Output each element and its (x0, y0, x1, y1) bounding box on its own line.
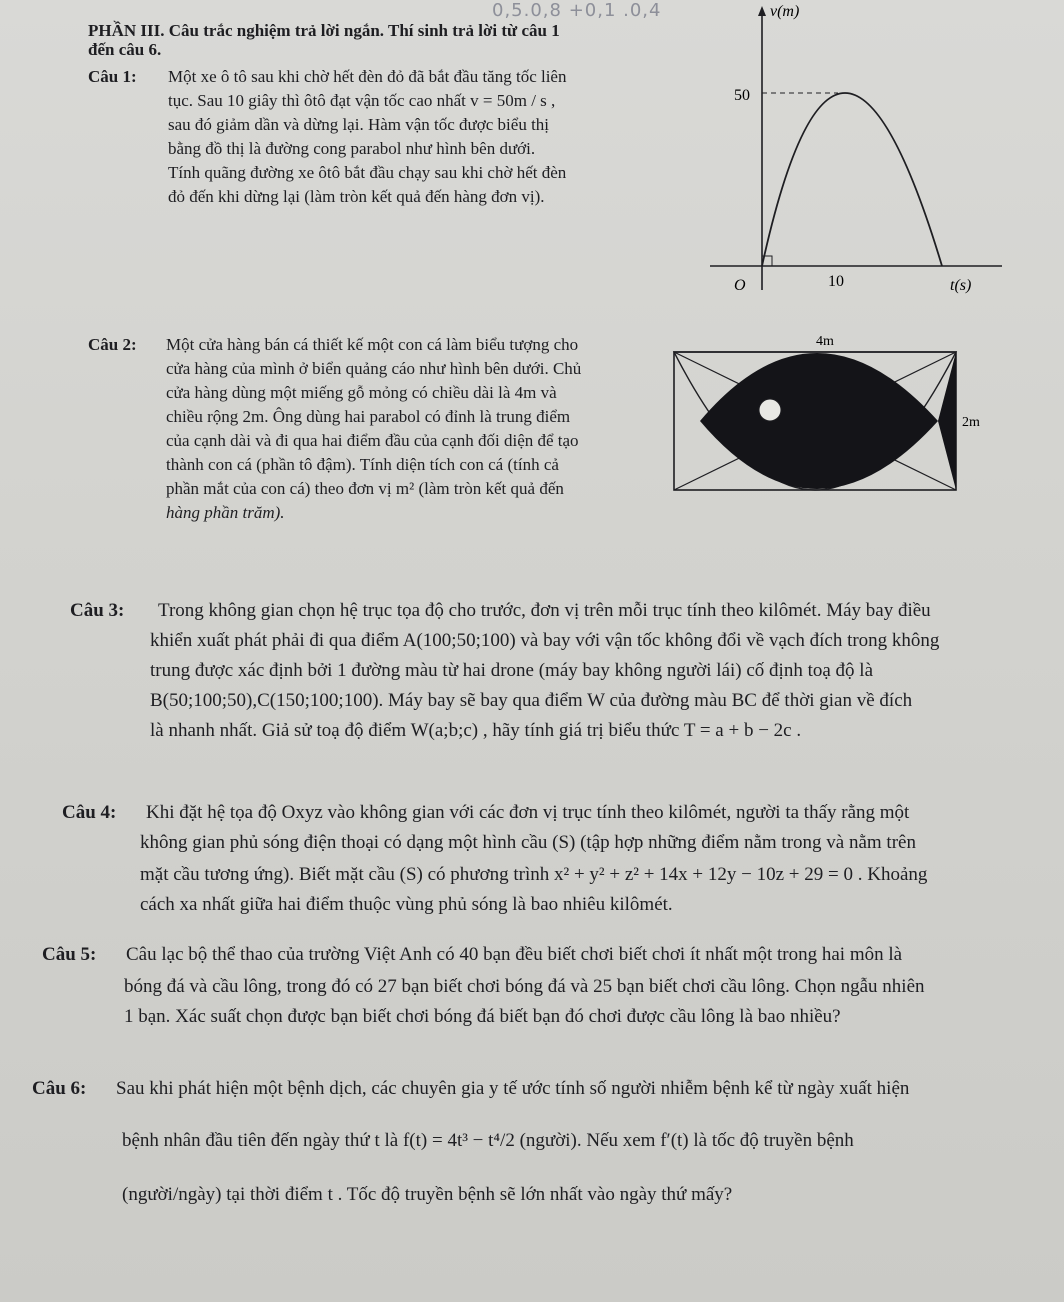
q6-line-3: (người/ngày) tại thời điểm t . Tốc độ truyền bệnh sẽ lớn nhất vào ngày thứ mấy? (122, 1184, 733, 1205)
v-axis-arrow (758, 6, 766, 16)
section-title: PHẦN III. Câu trắc nghiệm trả lời ngắn. Thí sinh trả lời từ câu 1 (88, 21, 560, 40)
q4-line-2: không gian phủ sóng điện thoại có dạng một hình cầu (S) (tập hợp những điểm nằm trong và nằm trên (140, 832, 916, 853)
q1-line-2: tục. Sau 10 giây thì ôtô đạt vận tốc cao nhất v = 50m / s , (168, 91, 556, 110)
section-title-line2: đến câu 6. (88, 40, 162, 59)
q6-label: Câu 6: (32, 1078, 87, 1099)
fish-height-label: 2m (962, 415, 980, 430)
q6-line-2: bệnh nhân đầu tiên đến ngày thứ t là f(t) = 4t³ − t⁴/2 (người). Nếu xem f′(t) là tốc độ truyền bệnh (122, 1130, 854, 1151)
v-axis-label: v(m) (770, 3, 800, 20)
q3-label: Câu 3: (70, 600, 125, 621)
x-tick-10: 10 (828, 273, 844, 290)
y-tick-50: 50 (734, 87, 750, 104)
fish-figure (670, 330, 1000, 500)
q3-line-1: Trong không gian chọn hệ trục tọa độ cho trước, đơn vị trên mỗi trục tính theo kilômét. Máy bay điều (158, 600, 931, 621)
q1-label: Câu 1: (88, 67, 137, 86)
q1-line-5: Tính quãng đường xe ôtô bắt đầu chạy sau khi chờ hết đèn (168, 163, 567, 182)
q2-line-6: thành con cá (phần tô đậm). Tính diện tích con cá (tính cả (166, 455, 559, 474)
q5-line-3: 1 bạn. Xác suất chọn được bạn biết chơi bóng đá biết bạn đó chơi được cầu lông là bao nhiều? (124, 1006, 841, 1027)
q3-line-3: trung được xác định bởi 1 đường màu từ hai drone (máy bay không người lái) cố định toạ độ là (150, 660, 874, 681)
q3-line-2: khiển xuất phát phải đi qua điểm A(100;50;100) và bay với vận tốc không đổi về vạch đích trong không (150, 630, 940, 651)
handwritten-scribble: 0,5.0,8 +0,1 .0,4 (492, 0, 662, 21)
q2-line-5: của cạnh dài và đi qua hai điểm đầu của cạnh đối diện để tạo (166, 431, 579, 450)
origin-label: O (734, 277, 746, 294)
q5-label: Câu 5: (42, 944, 97, 965)
q2-label: Câu 2: (88, 335, 137, 354)
q4-line-3: mặt cầu tương ứng). Biết mặt cầu (S) có phương trình x² + y² + z² + 14x + 12y − 10z + 29 = 0 . Khoảng (140, 864, 928, 885)
velocity-parabola (762, 93, 942, 266)
q1-line-3: sau đó giảm dần và dừng lại. Hàm vận tốc được biểu thị (168, 115, 550, 134)
q2-line-7: phần mắt của con cá) theo đơn vị m² (làm tròn kết quả đến (166, 479, 564, 498)
q2-line-3: cửa hàng dùng một miếng gỗ mỏng có chiều dài là 4m và (166, 383, 557, 402)
velocity-graph (710, 0, 1010, 300)
q1-line-6: đỏ đến khi dừng lại (làm tròn kết quả đến hàng đơn vị). (168, 187, 545, 206)
q2-line-1: Một cửa hàng bán cá thiết kế một con cá làm biểu tượng cho (166, 335, 579, 354)
q1-line-1: Một xe ô tô sau khi chờ hết đèn đỏ đã bắt đầu tăng tốc liên (168, 67, 567, 86)
q4-label: Câu 4: (62, 802, 117, 823)
fish-eye (759, 399, 781, 421)
q3-line-4: B(50;100;50),C(150;100;100). Máy bay sẽ bay qua điểm W của đường màu BC để thời gian về đích (150, 690, 913, 711)
q1-line-4: bằng đồ thị là đường cong parabol như hình bên dưới. (168, 139, 536, 158)
t-axis-label: t(s) (950, 277, 972, 294)
q5-line-1: Câu lạc bộ thể thao của trường Việt Anh có 40 bạn đều biết chơi biết chơi ít nhất một trong hai môn là (126, 944, 903, 965)
fish-width-label: 4m (816, 334, 834, 349)
q2-line-4: chiều rộng 2m. Ông dùng hai parabol có đỉnh là trung điểm (166, 407, 571, 426)
q5-line-2: bóng đá và cầu lông, trong đó có 27 bạn biết chơi bóng đá và 25 bạn biết chơi cầu lông. Chọn ngẫu nhiên (124, 976, 925, 997)
q2-line-8: hàng phần trăm). (166, 503, 285, 522)
q3-line-5: là nhanh nhất. Giả sử toạ độ điểm W(a;b;c) , hãy tính giá trị biểu thức T = a + b − 2c . (150, 720, 802, 741)
q2-line-2: cửa hàng của mình ở biển quảng cáo như hình bên dưới. Chủ (166, 359, 582, 378)
q6-line-1: Sau khi phát hiện một bệnh dịch, các chuyên gia y tế ước tính số người nhiễm bệnh kể từ ngày xuất hiện (116, 1078, 910, 1099)
q4-line-4: cách xa nhất giữa hai điểm thuộc vùng phủ sóng là bao nhiêu kilômét. (140, 894, 673, 915)
fish-tail (938, 352, 956, 490)
q4-line-1: Khi đặt hệ tọa độ Oxyz vào không gian với các đơn vị trục tính theo kilômét, người ta thấy rằng một (146, 802, 910, 823)
fish-body (700, 353, 938, 489)
